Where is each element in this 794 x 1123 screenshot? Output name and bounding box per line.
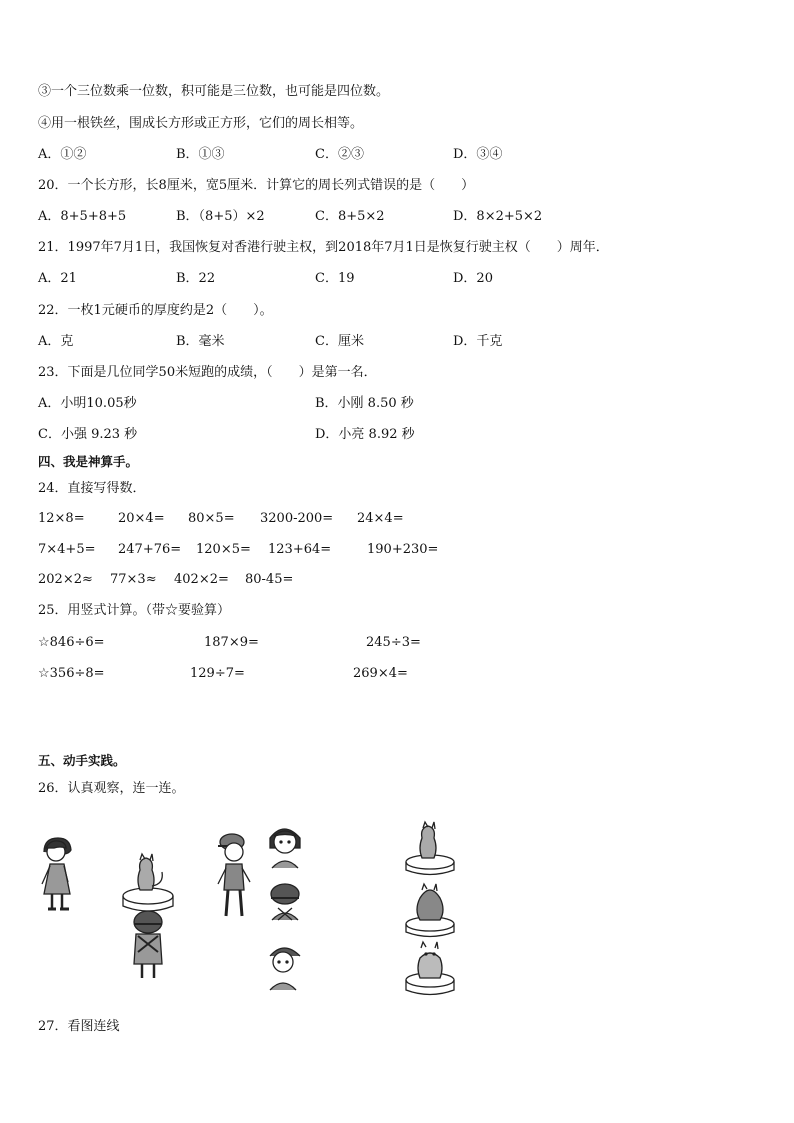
q26-question: 26．认真观察，连一连。 xyxy=(38,781,185,796)
q19-option-d[interactable]: D．③④ xyxy=(453,147,503,162)
q20-option-d[interactable]: D．8×2+5×2 xyxy=(453,209,543,224)
section-4-heading: 四、我是神算手。 xyxy=(38,454,139,469)
q25-r2-item: ☆356÷8= xyxy=(38,666,105,681)
q20-option-c[interactable]: C．8+5×2 xyxy=(315,209,385,224)
q22-option-d[interactable]: D．千克 xyxy=(453,334,503,349)
q24-r2-item: 190+230= xyxy=(367,542,439,557)
q23-option-a[interactable]: A．小明10.05秒 xyxy=(38,396,137,411)
q21-option-b[interactable]: B．22 xyxy=(176,271,216,286)
q24-r2-item: 123+64= xyxy=(268,542,332,557)
q19-statement-4: ④用一根铁丝，围成长方形或正方形，它们的周长相等。 xyxy=(38,116,364,131)
cat-front-stand-icon xyxy=(406,942,454,995)
q19-option-a[interactable]: A．①② xyxy=(38,147,87,162)
q21-question: 21．1997年7月1日，我国恢复对香港行驶主权，到2018年7月1日是恢复行驶主权（ ）周年． xyxy=(38,240,609,255)
q20-question: 20．一个长方形，长8厘米，宽5厘米．计算它的周长列式错误的是（ ） xyxy=(38,178,475,193)
girl-front-view-icon xyxy=(270,829,300,868)
q19-statement-3: ③一个三位数乘一位数，积可能是三位数，也可能是四位数。 xyxy=(38,84,390,99)
q24-r1-item: 80×5= xyxy=(188,511,235,526)
q21-option-a[interactable]: A．21 xyxy=(38,271,77,286)
q21-option-c[interactable]: C．19 xyxy=(315,271,355,286)
q21-option-d[interactable]: D．20 xyxy=(453,271,493,286)
q23-option-c[interactable]: C．小强 9.23 秒 xyxy=(38,427,138,442)
q20-option-b[interactable]: B．（8+5）×2 xyxy=(176,209,265,224)
q25-question: 25．用竖式计算。（带☆要验算） xyxy=(38,603,231,618)
q27-question: 27．看图连线 xyxy=(38,1019,120,1034)
q24-r3-item: 402×2= xyxy=(174,572,229,587)
q19-option-b[interactable]: B．①③ xyxy=(176,147,225,162)
q23-option-b[interactable]: B．小刚 8.50 秒 xyxy=(315,396,414,411)
girl-side-view-icon xyxy=(42,838,71,909)
q25-r2-item: 269×4= xyxy=(353,666,408,681)
q24-r2-item: 7×4+5= xyxy=(38,542,96,557)
q24-r1-item: 12×8= xyxy=(38,511,85,526)
q22-option-b[interactable]: B．毫米 xyxy=(176,334,225,349)
q20-option-a[interactable]: A．8+5+8+5 xyxy=(38,209,127,224)
child-cap-back-icon xyxy=(271,884,299,920)
cat-back-stand-icon xyxy=(406,884,454,937)
boy-with-cap-icon xyxy=(218,834,250,916)
q19-option-c[interactable]: C．②③ xyxy=(315,147,364,162)
q24-r2-item: 120×5= xyxy=(196,542,251,557)
q24-r2-item: 247+76= xyxy=(118,542,182,557)
boy-front-view-icon xyxy=(270,948,300,990)
cat-on-stand-icon xyxy=(123,854,173,911)
q24-r3-item: 80-45= xyxy=(245,572,294,587)
q23-question: 23．下面是几位同学50米短跑的成绩，（ ）是第一名． xyxy=(38,365,377,380)
q26-figure xyxy=(30,812,470,1004)
q24-r1-item: 3200-200= xyxy=(260,511,334,526)
q23-option-d[interactable]: D．小亮 8.92 秒 xyxy=(315,427,415,442)
section-5-heading: 五、动手实践。 xyxy=(38,753,126,768)
q25-r2-item: 129÷7= xyxy=(190,666,245,681)
q24-r3-item: 77×3≈ xyxy=(110,572,157,587)
q25-r1-item: 245÷3= xyxy=(366,635,421,650)
child-back-view-icon xyxy=(134,911,162,978)
cat-side-stand-icon xyxy=(406,822,454,875)
q22-option-c[interactable]: C．厘米 xyxy=(315,334,364,349)
q22-question: 22．一枚1元硬币的厚度约是2（ ）。 xyxy=(38,303,273,318)
q25-r1-item: ☆846÷6= xyxy=(38,635,105,650)
q24-question: 24．直接写得数． xyxy=(38,481,146,496)
q24-r1-item: 20×4= xyxy=(118,511,165,526)
q25-r1-item: 187×9= xyxy=(204,635,259,650)
q22-option-a[interactable]: A．克 xyxy=(38,334,74,349)
q24-r1-item: 24×4= xyxy=(357,511,404,526)
q24-r3-item: 202×2≈ xyxy=(38,572,93,587)
